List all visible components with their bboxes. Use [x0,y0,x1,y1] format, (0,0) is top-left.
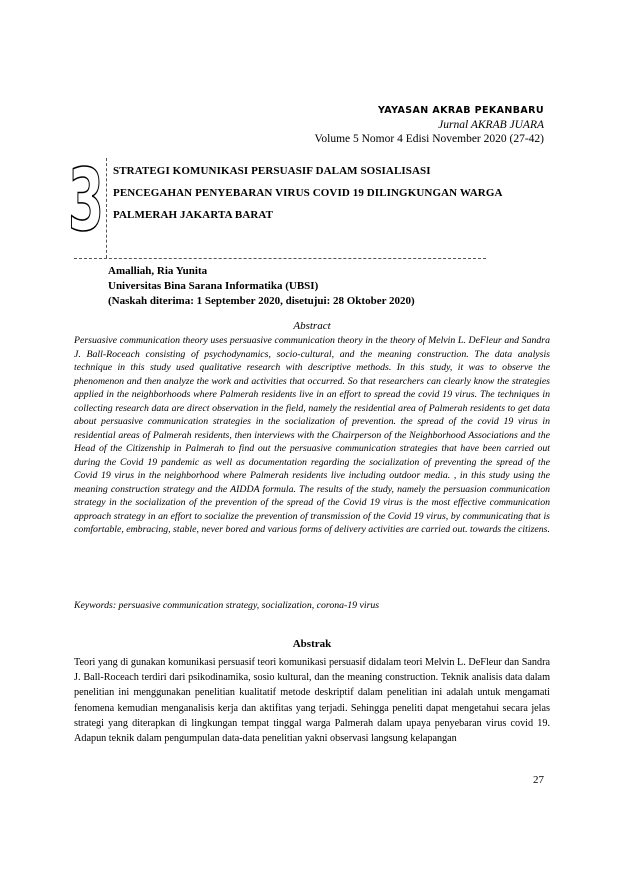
article-number-badge [66,151,106,251]
title-line: PENCEGAHAN PENYEBARAN VIRUS COVID 19 DILINGKUNGAN WARGA [113,187,503,199]
author-affiliation: Universitas Bina Sarana Informatika (UBSI) [108,280,319,292]
journal-header [315,104,544,146]
keywords: Keywords: persuasive communication strategy, socialization, corona-19 virus [74,600,380,611]
article-number-graphic [66,151,106,251]
publisher-name: YAYASAN AKRAB PEKANBARU [377,105,544,116]
abstrak-heading: Abstrak [292,638,332,650]
horizontal-divider [74,258,486,259]
abstract-heading: Abstract [293,320,331,332]
abstrak-body: Teori yang di gunakan komunikasi persuasif teori komunikasi persuasif didalam teori Melvin L. DeFleur dan Sandra J. Ball-Roceach terdiri dari psikodinamika, sosio kultural, dan the meaning construction. Teknik analisis data dalam penelitian ini menggunakan penelitian kualitatif metode deskriptif dalam penelitian ini adalah untuk mengamati fenomena kemudian menganalisis kerja dan aktifitas yang terjadi. Sehingga peneliti dapat mengetahui secara jelas strategi yang diterapkan di lingkungan tempat tinggal warga Palmerah dalam upaya penyebaran virus covid 19. Adapun teknik dalam pengumpulan data-data penelitian yakni observasi langsung kelapangan [74,657,550,745]
journal-name: Jurnal AKRAB JUARA [438,119,544,131]
volume-info: Volume 5 Nomor 4 Edisi November 2020 (27-42) [314,133,544,145]
author-block [108,264,415,309]
submission-dates: (Naskah diterima: 1 September 2020, disetujui: 28 Oktober 2020) [108,295,415,307]
title-line: PALMERAH JAKARTA BARAT [113,209,274,221]
page-number: 27 [533,774,544,786]
title-line: STRATEGI KOMUNIKASI PERSUASIF DALAM SOSIALISASI [113,165,431,177]
author-names: Amalliah, Ria Yunita [108,265,208,277]
article-number: 3 [68,151,104,251]
vertical-divider [106,158,107,258]
article-title [113,160,543,226]
abstract-body: Persuasive communication theory uses persuasive communication theory in the theory of Melvin L. DeFleur and Sandra J. Ball-Roceach consisting of psychodynamics, socio-cultural, and the meaning construction. The data analysis technique in this study used qualitative research with descriptive methods. In this study, it was to observe the phenomenon and then analyze the work and activities that occurred. So that researchers can clearly know the strategies applied in the neighborhoods where Palmerah residents live in an effort to spread the covid 19 virus. The techniques in collecting research data are direct observation in the field, namely the residential area of Palmerah residents to get data about persuasive communication strategies in the socialization of prevention. the spread of the covid 19 virus in residential areas of Palmerah residents, then interviews with the Chairperson of the Neighborhood Associations and the Head of the Citizenship in Palmerah to find out the persuasive communication strategies that have been carried out during the Covid 19 pandemic as well as documentation regarding the socialization of preventing the spread of the Covid 19 virus in the neighborhood where Palmerah residents live including outdoor media. , in this study using the meaning construction strategy and the AIDDA formula. The results of the study, namely the persuasion communication strategy in the socialization of the prevention of the spread of the Covid 19 virus is the most effective communication approach strategy in an effort to socialize the prevention of transmission of the Covid 19 virus, by communicating that is comfortable, embracing, stable, never bored and various forms of delivery activities are carried out. towards the citizens. [74,335,550,535]
